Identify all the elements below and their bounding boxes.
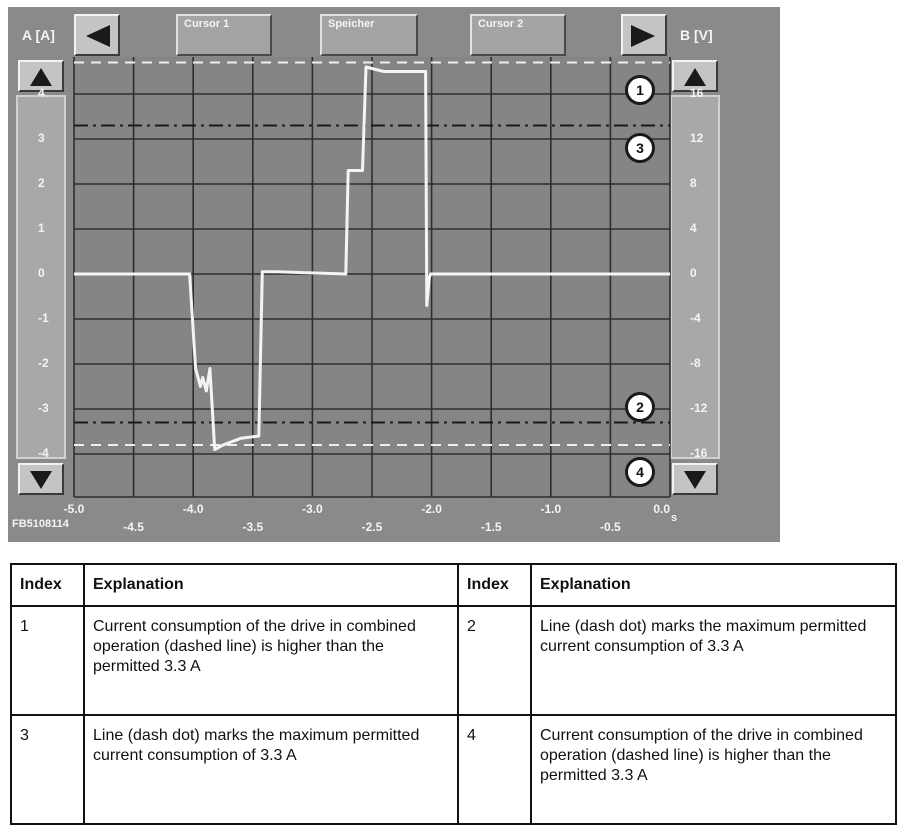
left-tick-label: 3 <box>38 131 45 145</box>
left-tick-label: -3 <box>38 401 49 415</box>
index-cell: 3 <box>11 715 84 824</box>
left-tick-label: -2 <box>38 356 49 370</box>
header-explanation-2: Explanation <box>531 564 896 606</box>
speicher-button[interactable]: Speicher <box>320 14 418 56</box>
right-tick-label: -12 <box>690 401 708 415</box>
right-tick-label: -4 <box>690 311 701 325</box>
x-tick-label-bottom: -4.5 <box>123 520 144 534</box>
left-axis-unit-label: A [A] <box>22 27 55 43</box>
index-marker: 2 <box>625 392 655 422</box>
cursor-2-button[interactable]: Cursor 2 <box>470 14 566 56</box>
x-tick-label-bottom: -0.5 <box>600 520 621 534</box>
right-tick-label: 12 <box>690 131 704 145</box>
right-tick-label: 0 <box>690 266 697 280</box>
figure-code: FB5108114 <box>12 518 69 530</box>
x-tick-label-bottom: -1.5 <box>480 520 502 534</box>
x-tick-label-top: -5.0 <box>63 502 85 516</box>
explanation-cell: Current consumption of the drive in combined operation (dashed line) is higher than the permitted 3.3 A <box>531 715 896 824</box>
right-tick-label: 16 <box>690 86 704 100</box>
right-tick-label: -8 <box>690 356 701 370</box>
index-cell: 4 <box>458 715 531 824</box>
right-tick-label: -16 <box>690 446 708 460</box>
index-cell: 1 <box>11 606 84 715</box>
explanation-cell: Current consumption of the drive in combined operation (dashed line) is higher than the permitted 3.3 A <box>84 606 458 715</box>
header-explanation-1: Explanation <box>84 564 458 606</box>
table-row <box>11 715 896 824</box>
cursor-1-button[interactable]: Cursor 1 <box>176 14 272 56</box>
left-tick-label: -1 <box>38 311 49 325</box>
oscilloscope-panel <box>8 7 780 542</box>
table-row <box>11 606 896 715</box>
left-tick-label: 4 <box>38 86 45 100</box>
x-tick-label-top: -4.0 <box>182 502 204 516</box>
x-tick-label-top: -1.0 <box>540 502 562 516</box>
x-tick-label-top: 0.0 <box>653 502 670 516</box>
index-cell: 2 <box>458 606 531 715</box>
header-index-1: Index <box>11 564 84 606</box>
right-axis-unit-label: B [V] <box>680 27 713 43</box>
index-marker: 1 <box>625 75 655 105</box>
x-tick-label-bottom: -2.5 <box>361 520 383 534</box>
right-tick-label: 8 <box>690 176 697 190</box>
explanation-cell: Line (dash dot) marks the maximum permitted current consumption of 3.3 A <box>531 606 896 715</box>
left-tick-label: -4 <box>38 446 49 460</box>
x-tick-label-top: -3.0 <box>302 502 323 516</box>
index-marker: 4 <box>625 457 655 487</box>
header-index-2: Index <box>458 564 531 606</box>
x-tick-label-top: -2.0 <box>421 502 442 516</box>
left-tick-label: 0 <box>38 266 45 280</box>
legend-header-row <box>11 564 896 606</box>
x-axis-unit: s <box>671 512 678 524</box>
right-tick-label: 4 <box>690 221 697 235</box>
x-axis-ticks <box>64 502 671 534</box>
index-marker: 3 <box>625 133 655 163</box>
left-tick-label: 2 <box>38 176 45 190</box>
legend-table <box>10 563 897 825</box>
explanation-cell: Line (dash dot) marks the maximum permitted current consumption of 3.3 A <box>84 715 458 824</box>
left-tick-label: 1 <box>38 221 45 235</box>
waveform-plot <box>8 7 780 542</box>
x-tick-label-bottom: -3.5 <box>242 520 264 534</box>
